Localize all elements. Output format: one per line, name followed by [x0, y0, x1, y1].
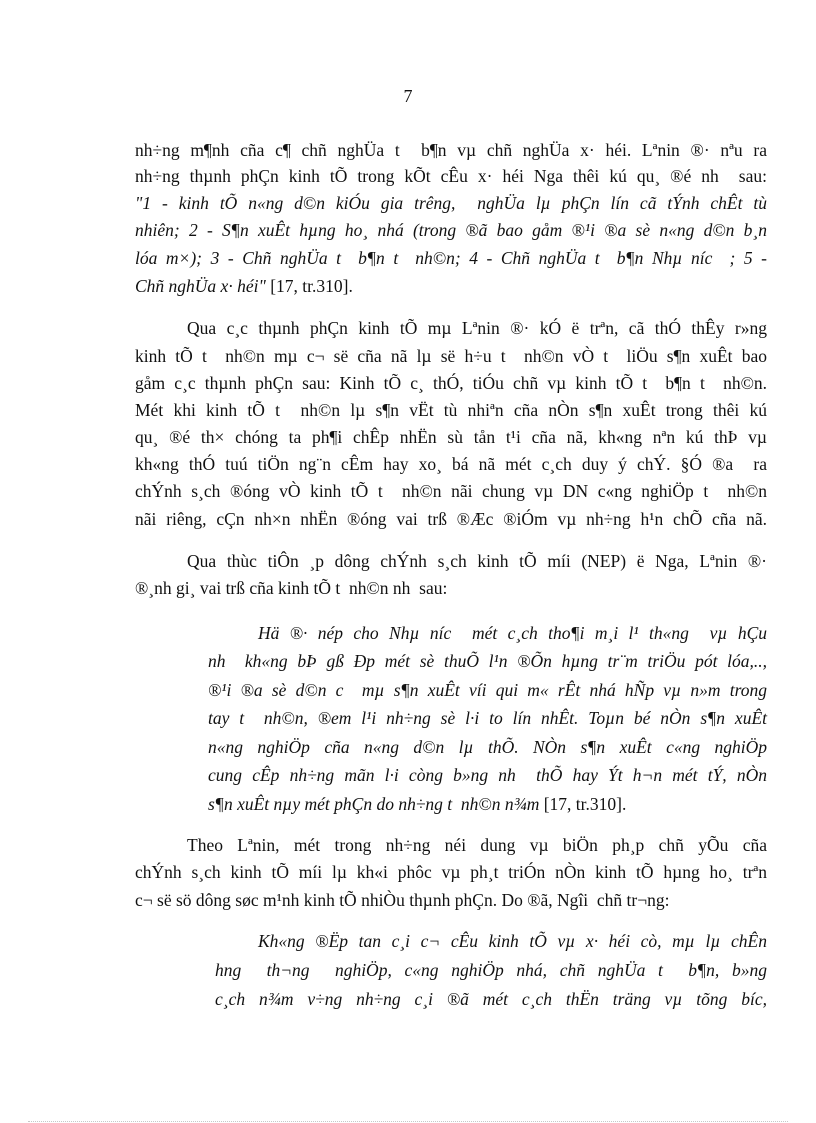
paragraph-line: Qua c¸c thµnh phÇn kinh tÕ mµ Lªnin ®· kÓ ë trªn, cã thÓ thÊy r»ng [187, 318, 767, 338]
quote-line: cung cÊp nh÷ng mãn l·i còng b»ng nh thÕ hay Ýt h¬n mét tÝ, nÒn [208, 765, 767, 785]
paragraph-line: "1 - kinh tÕ n«ng d©n kiÓu gia trêng, nghÜa lµ phÇn lín cã tÝnh chÊt tù [135, 193, 767, 213]
quote-line: tay t nh©n, ®em l¹i nh÷ng sè l·i to lín nhÊt. Toµn bé nÒn s¶n xuÊt [208, 708, 767, 728]
quote-line: hng th¬ng nghiÖp, c«ng nghiÖp nhá, chñ nghÜa t b¶n, b»ng [215, 960, 767, 980]
paragraph-line: ®¸nh gi¸ vai trß cña kinh tÕ t nh©n nh sau: [135, 578, 448, 598]
quote-line: nh kh«ng bÞ gß Ðp mét sè thuÕ l¹n ®Õn hµng tr¨m triÖu pót lóa,.., [208, 651, 767, 671]
page-bottom-edge [28, 1121, 788, 1122]
paragraph-line: qu¸ ®é th× chóng ta ph¶i chÊp nhËn sù tån t¹i cña nã, kh«ng nªn kú thÞ vµ [135, 427, 767, 447]
paragraph-line: kinh tÕ t nh©n mµ c¬ së cña nã lµ së h÷u t nh©n vÒ t liÖu s¶n xuÊt bao [135, 346, 767, 366]
paragraph-line: nãi riêng, cÇn nh×n nhËn ®óng vai trß ®Æc ®iÓm vµ nh÷ng h¹n chÕ cña nã. [135, 509, 767, 529]
quote-line-last: s¶n xuÊt nµy mét phÇn do nh÷ng t nh©n n¾m [17, tr.310]. [208, 794, 627, 814]
quote-line: n«ng nghiÖp cña n«ng d©n lµ thÕ. NÒn s¶n xuÊt c«ng nghiÖp [208, 737, 767, 757]
paragraph-line: c¬ së sö dông søc m¹nh kinh tÕ nhiÒu thµnh phÇn. Do ®ã, Ngîi chñ tr¬ng: [135, 890, 670, 910]
quote-line: c¸ch n¾m v÷ng nh÷ng c¸i ®ã mét c¸ch thËn träng vµ tõng bíc, [215, 989, 767, 1009]
paragraph-line: Theo Lªnin, mét trong nh÷ng néi dung vµ biÖn ph¸p chñ yÕu cña [187, 835, 767, 855]
quote-line: ®¹i ®a sè d©n c mµ s¶n xuÊt víi qui m« rÊt nhá hÑp vµ n»m trong [208, 680, 767, 700]
paragraph-line: nh÷ng thµnh phÇn kinh tÕ trong kÕt cÊu x· héi Nga thêi kú qu¸ ®é nh sau: [135, 166, 767, 186]
paragraph-line: chÝnh s¸ch ®óng vÒ kinh tÕ t nh©n nãi chung vµ DN c«ng nghiÖp t nh©n [135, 481, 767, 501]
paragraph-line: Qua thùc tiÔn ¸p dông chÝnh s¸ch kinh tÕ míi (NEP) ë Nga, Lªnin ®· [187, 551, 767, 571]
paragraph-line: chÝnh s¸ch kinh tÕ míi lµ kh«i phôc vµ ph¸t triÓn nÒn kinh tÕ hµng ho¸ trªn [135, 862, 767, 882]
paragraph-line: nhiên; 2 - S¶n xuÊt hµng ho¸ nhá (trong ®ã bao gåm ®¹i ®a sè n«ng d©n b¸n [135, 220, 767, 240]
quote-text: s¶n xuÊt nµy mét phÇn do nh÷ng t nh©n n¾m [208, 794, 540, 814]
quote-line: Kh«ng ®Ëp tan c¸i c¬ cÊu kinh tÕ vµ x· héi cò, mµ lµ chÊn [258, 931, 767, 951]
quote-line: Hä ®· nép cho Nhµ níc mét c¸ch tho¶i m¸i l¹ th«ng vµ hÇu [258, 623, 767, 643]
paragraph-line: nh÷ng m¶nh cña c¶ chñ nghÜa t b¶n vµ chñ nghÜa x· héi. Lªnin ®· nªu ra [135, 140, 767, 160]
page-number: 7 [403, 86, 413, 106]
paragraph-line: kh«ng thÓ tuú tiÖn ng¨n cÊm hay xo¸ bá nã mét c¸ch duy ý chÝ. §Ó ®a ra [135, 454, 767, 474]
paragraph-line: lóa m×); 3 - Chñ nghÜa t b¶n t nh©n; 4 - Chñ nghÜa t b¶n Nhµ níc ; 5 - [135, 248, 767, 268]
paragraph-line: gåm c¸c thµnh phÇn sau: Kinh tÕ c¸ thÓ, tiÓu chñ vµ kinh tÕ t b¶n t nh©n. [135, 373, 767, 393]
quote-text: Chñ nghÜa x· héi" [135, 276, 266, 296]
paragraph-line-last: Chñ nghÜa x· héi" [17, tr.310]. [135, 276, 353, 296]
paragraph-line: Mét khi kinh tÕ t nh©n lµ s¶n vËt tù nhiªn cña nÒn s¶n xuÊt trong thêi kú [135, 400, 767, 420]
